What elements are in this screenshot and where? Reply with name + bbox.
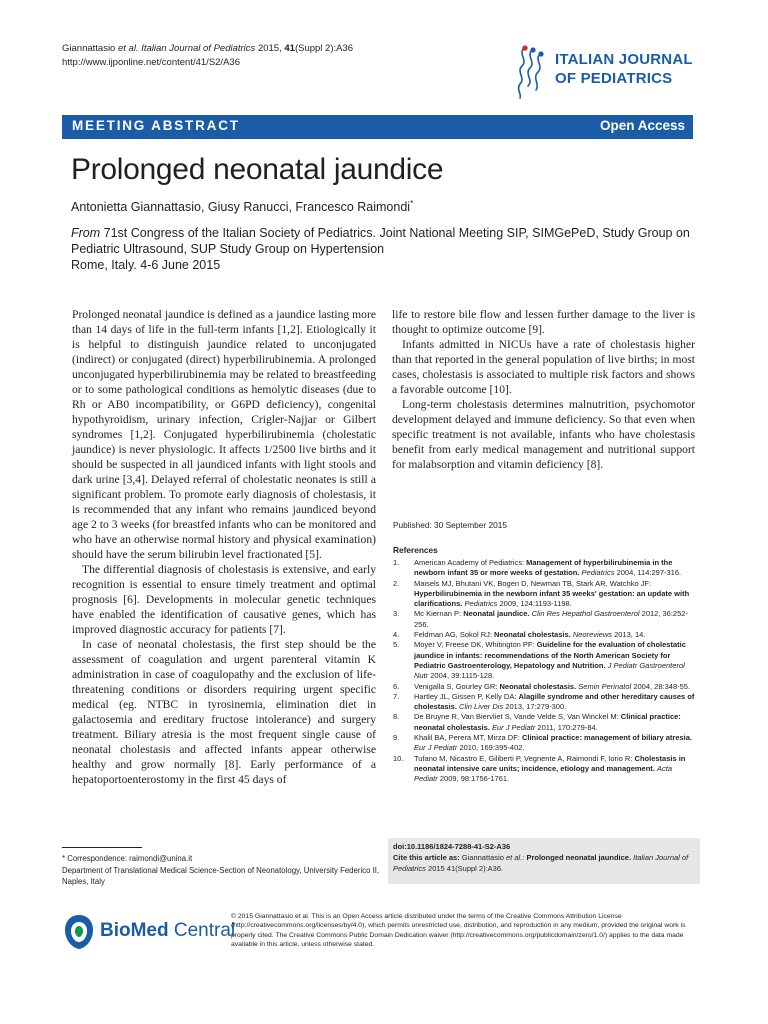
- reference-journal: Clin Res Hepathol Gastroenterol: [531, 609, 640, 619]
- reference-authors: American Academy of Pediatrics:: [414, 558, 525, 567]
- reference-details: 2010, 169:395-402.: [459, 743, 525, 753]
- reference-item: [393, 609, 695, 630]
- corresponding-mark: *: [410, 199, 414, 208]
- cite-this-article-box: [388, 838, 700, 884]
- conference-info: [71, 225, 701, 273]
- reference-item: [393, 754, 695, 785]
- reference-item: [393, 558, 695, 579]
- cite-text: [393, 853, 693, 874]
- references-heading: References: [393, 545, 438, 555]
- reference-journal: J Pediatr Gastroenterol Nutr: [414, 660, 685, 681]
- paragraph: Prolonged neonatal jaundice is defined as a jaundice lasting more than 14 days of life in the full-term infants [1,2]. Etiologically it is helpful to distinguish jaundice related to unconjugated (indirect) or conjugated (direct) hyperbilirubinemia. A prolonged unconjugated hyperbilirubinemia may be related to breastfeeding or to some pathological conditions as hemolytic diseases (due to Rh or AB0 incompatibility, or G6PD deficiency), congenital hypothyroidism, urinary infection, Crigler-Najjar or Gilbert syndromes [1,2]. Conjugated hyperbilirubinemia (cholestatic jaundice) is never physiologic. It affects 1/2500 live births and it should be suspected in all jaundiced infants with light stools and dark urine [3,4]. Delayed referral of cholestatic neonates is still a significant problem. To promote early diagnosis of cholestasis, it is recommended that any infant who remains jaundiced beyond age 2 to 3 weeks (for breastfed infants who can be monitored and who have an otherwise normal history and physical examination) should have the serum bilirubin level fractionated [5].: [72, 308, 376, 561]
- reference-details: 2009, 124:1193-1198.: [499, 599, 572, 609]
- cite-authors: Giannattasio: [461, 853, 504, 862]
- reference-number: 9.: [393, 733, 400, 743]
- article-type-banner: [62, 115, 693, 139]
- reference-number: 7.: [393, 691, 400, 701]
- cite-title: Prolonged neonatal jaundice.: [526, 853, 632, 862]
- citation-etal: et al.: [117, 43, 139, 54]
- reference-number: 6.: [393, 681, 400, 691]
- reference-journal: Eur J Pediatr: [491, 722, 536, 732]
- reference-journal: Pediatrics: [464, 599, 498, 609]
- reference-authors: Feldman AG, Sokol RJ:: [414, 630, 492, 640]
- reference-title: Clinical practice: neonatal cholestasis.: [414, 712, 681, 732]
- citation-header: [62, 42, 353, 70]
- reference-journal: Acta Pediatr: [414, 763, 673, 784]
- paragraph: Infants admitted in NICUs have a rate of cholestasis higher than that reported in the general population of live births; in most cases, cholestasis is associated to multiple risk factors and shows a favorable outcome [10].: [392, 338, 695, 396]
- body-column-right: [392, 307, 695, 472]
- open-access-label: Open Access: [599, 118, 685, 133]
- reference-title: Neonatal cholestasis.: [499, 681, 577, 691]
- published-date: Published: 30 September 2015: [393, 520, 507, 530]
- reference-number: 4.: [393, 630, 400, 640]
- reference-authors: Hartley JL, Gissen P, Kelly DA:: [414, 691, 517, 701]
- journal-name-line-1: ITALIAN JOURNAL: [555, 51, 693, 68]
- brand-biomed: BioMed: [100, 920, 169, 941]
- author-list: [71, 199, 413, 214]
- reference-item: [393, 579, 695, 610]
- reference-item: [393, 682, 695, 692]
- doi-text[interactable]: doi:10.1186/1824-7288-41-S2-A36: [393, 842, 511, 851]
- reference-item: [393, 640, 695, 681]
- reference-details: 2004, 39:1115-128.: [430, 671, 495, 681]
- reference-journal: Neoreviews: [572, 630, 613, 640]
- reference-details: 2013, 17:279-300.: [505, 702, 567, 712]
- reference-list: [393, 558, 695, 785]
- reference-authors: Mc Kiernan P:: [414, 609, 462, 619]
- author-names: Antonietta Giannattasio, Giusy Ranucci, Francesco Raimondi: [71, 200, 411, 215]
- citation-line-1: [62, 42, 353, 56]
- reference-title: Guideline for the evaluation of cholestatic jaundice in infants: recommendations of the North American Society for Pediatric Gastroenterology, Hepatology and Nutrition.: [414, 640, 686, 670]
- biomed-central-logo-icon: [62, 912, 96, 952]
- correspondence-affiliation: Department of Translational Medical Science-Section of Neonatology, University Federico II, Naples, Italy: [62, 865, 380, 886]
- reference-journal: Eur J Pediatr: [414, 743, 458, 753]
- reference-details: 2004, 28:348-55.: [633, 681, 691, 691]
- correspondence: [62, 853, 382, 888]
- reference-item: [393, 712, 695, 733]
- paragraph: Long-term cholestasis determines malnutrition, psychomotor development delayed and immune deficiency. So that even when specific treatment is not available, infants who have cholestasis benefit from early medical management and nutritional support for malabsorption and vitamin deficiency [8].: [392, 398, 695, 471]
- reference-details: 2013, 14.: [614, 630, 646, 640]
- reference-details: 2004, 114:297-316.: [616, 568, 682, 578]
- reference-number: 1.: [393, 558, 400, 567]
- paragraph: The differential diagnosis of cholestasis is extensive, and early recognition is essential to ensure timely treatment and optimal prognosis [6]. Developments in molecular genetic techniques have enabled the identification of causative genes, which has improved diagnostic accuracy for patients [7].: [72, 563, 376, 636]
- reference-authors: De Bruyne R, Van Biervliet S, Vande Velde S, Van Winckel M:: [414, 712, 619, 722]
- reference-authors: Tufano M, Nicastro E, Giliberti P, Vegnente A, Raimondi F, Iorio R:: [414, 753, 633, 763]
- reference-authors: Venigalla S, Gourley GR:: [414, 681, 498, 691]
- citation-authors: Giannattasio: [62, 43, 116, 54]
- reference-title: Management of hyperbilirubinemia in the newborn infant 35 or more weeks of gestation.: [414, 558, 673, 578]
- reference-number: 2.: [393, 578, 400, 588]
- reference-journal: Semin Perinatol: [578, 681, 632, 691]
- reference-number: 3.: [393, 609, 400, 619]
- reference-item: [393, 733, 695, 754]
- journal-logo-icon: [510, 44, 552, 102]
- reference-title: Neonatal cholestasis.: [494, 630, 571, 640]
- paragraph: In case of neonatal cholestasis, the first step should be the assessment of coagulation and urgent parenteral vitamin K administration in case of coagulopathy and the exclusion of life-threatening conditions or disorders requiring urgent specific medical (eg. NTBC in tyrosinemia, elimination diet in galactosemia and ereditary fructose intolerance) and surgery treatment. Biliary atresia is the most frequent single cause of neonatal cholestasis and affected infants appear otherwise healthy and grow normally [8]. Early performance of a hepatoportoenterostomy in the first 45 days of: [72, 638, 376, 786]
- reference-title: Clinical practice: management of biliary atresia.: [521, 733, 693, 743]
- cite-label: Cite this article as:: [393, 853, 460, 862]
- body-column-left: [72, 307, 376, 787]
- reference-journal: Pediatrics: [581, 568, 615, 578]
- reference-number: 8.: [393, 712, 400, 722]
- reference-number: 10.: [393, 753, 404, 763]
- citation-year: 2015,: [257, 43, 282, 54]
- reference-journal: Clin Liver Dis: [459, 702, 504, 712]
- citation-journal: Italian Journal of Pediatrics: [141, 43, 256, 54]
- meeting-abstract-label: MEETING ABSTRACT: [72, 118, 240, 133]
- reference-title: Hyperbilirubinemia in the newborn infant 35 weeks' gestation: an update with clarifications.: [414, 588, 690, 609]
- reference-authors: Maisels MJ, Bhutani VK, Bogen D, Newman TB, Stark AR, Watchko JF:: [414, 578, 652, 588]
- citation-url[interactable]: http://www.ijponline.net/content/41/S2/A36: [62, 57, 240, 68]
- reference-item: [393, 630, 695, 640]
- conference-place: Rome, Italy. 4-6 June 2015: [71, 258, 221, 272]
- reference-item: [393, 692, 695, 713]
- biomed-central-brand: [100, 920, 235, 942]
- brand-central: Central: [173, 920, 236, 941]
- reference-number: 5.: [393, 640, 400, 650]
- from-prefix: From: [71, 226, 101, 240]
- footnote-rule: [62, 847, 142, 848]
- license-text: © 2015 Giannattasio et al. This is an Open Access article distributed under the terms of the Creative Commons Attribution License (http://creativecommons.org/licenses/by/4.0), which permits unrestricted use, distribution, and reproduction in any medium, provided the original work is properly cited. The Creative Commons Public Domain Dedication waiver (http://creativecommons.org/publicdomain/zero/1.0/) applies to the data made available in this article, unless otherwise stated.: [231, 913, 686, 949]
- reference-details: 2011, 170:279-84.: [537, 722, 598, 732]
- reference-authors: Moyer V, Freese DK, Whitington PF:: [414, 640, 535, 650]
- conference-text: 71st Congress of the Italian Society of Pediatrics. Joint National Meeting SIP, SIMGePeD, Study Group on Pediatric Ultrasound, SUP Study Group on Hypertension: [71, 226, 690, 256]
- journal-name: [555, 50, 693, 88]
- reference-title: Cholestasis in neonatal intensive care units; incidence, etiology and management.: [414, 753, 686, 773]
- reference-title: Alagille syndrome and other hereditary causes of cholestasis.: [414, 691, 695, 712]
- cite-journal: Italian Journal of Pediatrics: [393, 853, 689, 873]
- correspondence-email: * Correspondence: raimondi@unina.it: [62, 854, 193, 863]
- citation-issue: (Suppl 2):A36: [294, 43, 354, 54]
- cite-rest: 2015 41(Suppl 2):A36.: [428, 863, 504, 873]
- citation-volume: 41: [284, 43, 295, 54]
- reference-details: 2012, 36:252-256.: [414, 609, 688, 629]
- journal-name-line-2: OF PEDIATRICS: [555, 70, 673, 87]
- reference-title: Neonatal jaundice.: [463, 609, 530, 619]
- cite-etal: et al.:: [506, 853, 525, 862]
- reference-authors: Khalil BA, Perera MT, Mirza DF:: [414, 733, 520, 743]
- article-title: Prolonged neonatal jaundice: [71, 153, 444, 186]
- paragraph: life to restore bile flow and lessen further damage to the liver is thought to optimize outcome [9].: [392, 308, 695, 336]
- reference-details: 2009, 98:1756-1761.: [439, 774, 510, 784]
